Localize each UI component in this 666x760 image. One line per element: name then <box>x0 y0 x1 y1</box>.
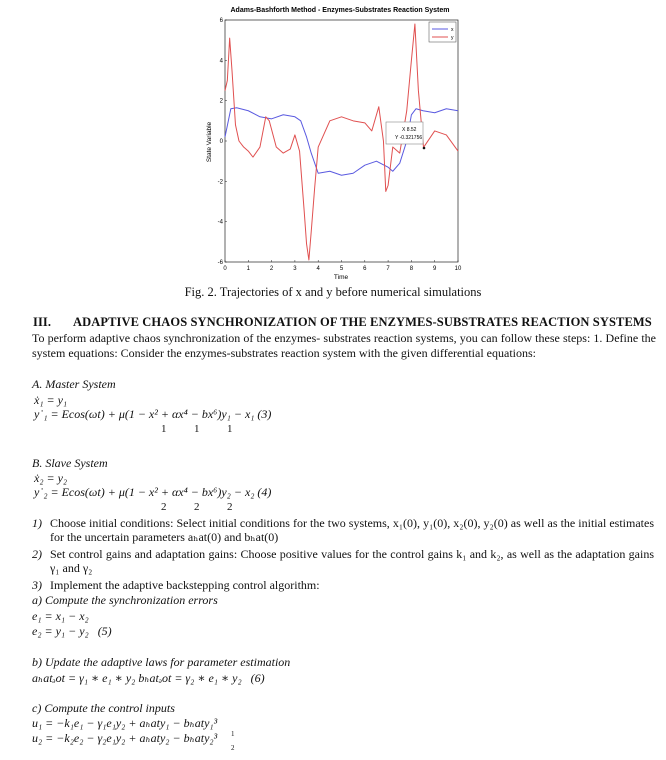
section-heading <box>33 315 652 330</box>
datatip-marker <box>423 147 426 150</box>
x-tick-label: 2 <box>269 266 274 272</box>
slave-eq-1: ẋ₂ = y₂ <box>34 471 68 485</box>
y-tick-label: -4 <box>217 219 223 226</box>
legend-label-x: x <box>451 27 454 33</box>
sub-a-eq-2: e₂ = y₁ − y₂ (5) <box>32 624 112 638</box>
y-tick-label: 0 <box>219 139 223 145</box>
step-2 <box>32 547 654 575</box>
y-tick-label: 6 <box>219 18 223 24</box>
sub-c-side-2: 2 <box>231 744 235 752</box>
intro-paragraph: To perform adaptive chaos synchronization of the enzymes- substrates reaction systems, you can follow these steps: 1. Define the system equations: Consider the enzymes-substrates reaction system with the given differential equations: <box>32 331 656 360</box>
figure-caption: Fig. 2. Trajectories of x and y before numerical simulations <box>184 285 482 299</box>
chart <box>205 2 467 282</box>
step-2-text: Set control gains and adaptation gains: Choose positive values for the control gains k₁ and k₂, as well as the adaptation gains γ₁ and γ₂ <box>50 547 654 575</box>
x-axis-label: Time <box>333 274 349 281</box>
sub-a-eq-1: e₁ = x₁ − x₂ <box>32 609 89 623</box>
sub-c-eq-2: u₂ = −k₂e₂ − γ₂e₁y₂ + aₕaty₂ − bₕaty₂³ <box>32 731 218 745</box>
x-tick-label: 0 <box>223 266 227 272</box>
x-tick-label: 3 <box>293 266 297 272</box>
sub-a-heading: a) Compute the synchronization errors <box>32 593 218 607</box>
datatip-y: Y -0.321756 <box>395 135 423 141</box>
master-subscripts: 1 1 1 <box>161 423 233 435</box>
step-3-text: Implement the adaptive backstepping control algorithm: <box>50 578 320 592</box>
y-tick-label: 2 <box>219 98 223 105</box>
master-eq-2: y˙₁ = Ecos(ωt) + μ(1 − x² + αx⁴ − bx⁶)y₁ − x₁ (3) <box>34 407 272 421</box>
step-2-marker: 2) <box>32 547 42 561</box>
master-heading: A. Master System <box>32 377 116 391</box>
sub-c-heading: c) Compute the control inputs <box>32 701 175 715</box>
x-tick-label: 4 <box>316 266 320 272</box>
figure <box>205 2 467 282</box>
slave-subscripts: 2 2 2 <box>161 501 233 513</box>
x-tick-label: 1 <box>246 266 250 272</box>
y-axis-label: State Variable <box>206 121 213 163</box>
step-3 <box>32 578 654 592</box>
datatip-x: X 8.52 <box>402 127 417 133</box>
x-tick-label: 8 <box>409 266 414 272</box>
slave-eq-2: y˙₂ = Ecos(ωt) + μ(1 − x² + αx⁴ − bx⁶)y₂ − x₂ (4) <box>34 485 272 499</box>
sub-b-heading: b) Update the adaptive laws for parameter estimation <box>32 655 291 669</box>
section-number: III. <box>33 315 52 329</box>
x-tick-label: 6 <box>363 266 367 272</box>
x-tick-label: 7 <box>386 266 390 272</box>
sub-b-eq: aₕatₔot = γ₁ ∗ e₁ ∗ y₂ bₕatₔot = γ₂ ∗ e₁ ∗ y₂ (6) <box>32 671 265 685</box>
y-tick-label: -2 <box>217 179 223 186</box>
x-tick-label: 9 <box>433 266 437 272</box>
master-eq-1: ẋ₁ = y₁ <box>34 393 68 407</box>
y-tick-label: 4 <box>219 58 223 65</box>
step-1-text: Choose initial conditions: Select initial conditions for the two systems, x₁(0), y₁(0), x₂(0), y₂(0) as well as the initial estimates for the uncertain parameters aₕat(0) and bₕat(0) <box>50 516 654 544</box>
step-1-marker: 1) <box>32 516 42 530</box>
step-1 <box>32 516 654 544</box>
legend-label-y: y <box>451 35 454 41</box>
y-tick-label: -6 <box>217 260 223 266</box>
chart-title: Adams-Bashforth Method - Enzymes-Substrates Reaction System <box>230 7 450 14</box>
sub-c-eq-1: u₁ = −k₁e₁ − γ₁e₁y₂ + aₕaty₁ − bₕaty₁³ <box>32 716 218 730</box>
x-tick-label: 10 <box>454 266 462 272</box>
step-3-marker: 3) <box>32 578 42 592</box>
section-title: ADAPTIVE CHAOS SYNCHRONIZATION OF THE ENZYMES-SUBSTRATES REACTION SYSTEMS <box>73 315 652 329</box>
x-tick-label: 5 <box>339 266 344 272</box>
legend <box>429 22 456 42</box>
slave-heading: B. Slave System <box>32 456 108 470</box>
sub-c-side-1: 1 <box>231 730 235 738</box>
